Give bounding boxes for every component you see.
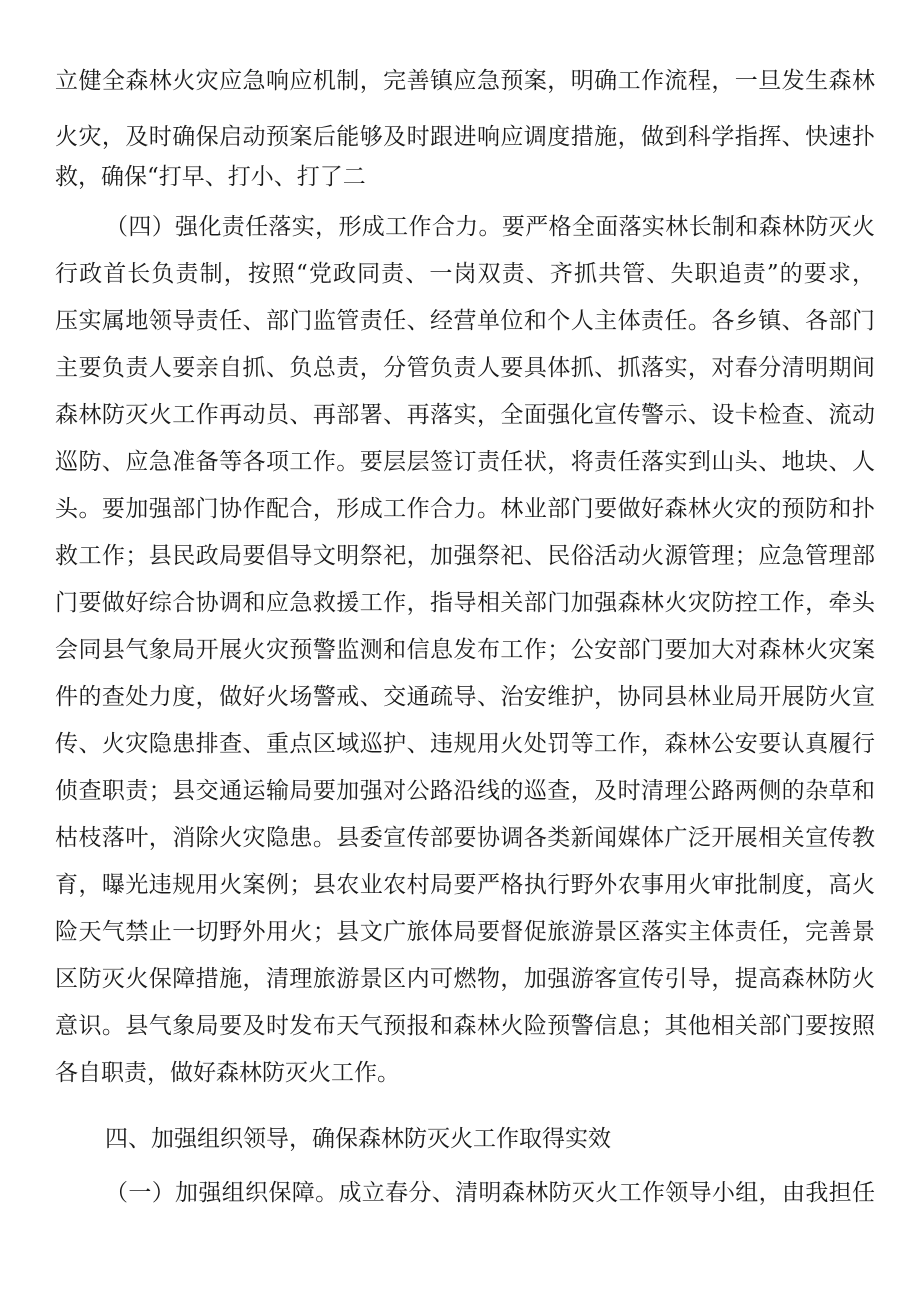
text-line: 压实属地领导责任、部门监管责任、经营单位和个人主体责任。各乡镇、各部门 xyxy=(55,308,875,334)
text-line: 森林防灭火工作再动员、再部署、再落实，全面强化宣传警示、设卡检查、流动 xyxy=(55,402,875,428)
text-line: 救，确保“打早、打小、打了二 xyxy=(55,164,366,190)
text-line: 火灾，及时确保启动预案后能够及时跟进响应调度措施，做到科学指挥、快速扑 xyxy=(55,124,875,150)
text-line: 意识。县气象局要及时发布天气预报和森林火险预警信息；其他相关部门要按照 xyxy=(55,1013,875,1039)
text-line: 立健全森林火灾应急响应机制，完善镇应急预案，明确工作流程，一旦发生森林 xyxy=(55,68,875,94)
paragraph-start-line: （一）加强组织保障。成立春分、清明森林防灭火工作领导小组，由我担任 xyxy=(105,1180,875,1206)
text-line: 会同县气象局开展火灾预警监测和信息发布工作；公安部门要加大对森林火灾案 xyxy=(55,637,875,663)
text-line: 枯枝落叶，消除火灾隐患。县委宣传部要协调各类新闻媒体广泛开展相关宣传教 xyxy=(55,825,875,851)
paragraph-start-line: （四）强化责任落实，形成工作合力。要严格全面落实林长制和森林防灭火 xyxy=(105,214,875,240)
text-line: 险天气禁止一切野外用火；县文广旅体局要督促旅游景区落实主体责任，完善景 xyxy=(55,919,875,945)
text-line: 侦查职责；县交通运输局要加强对公路沿线的巡查，及时清理公路两侧的杂草和 xyxy=(55,778,875,804)
text-line: 传、火灾隐患排查、重点区域巡护、违规用火处罚等工作，森林公安要认真履行 xyxy=(55,731,875,757)
text-line: 门要做好综合协调和应急救援工作，指导相关部门加强森林火灾防控工作，牵头 xyxy=(55,590,875,616)
text-line: 主要负责人要亲自抓、负总责，分管负责人要具体抓、抓落实，对春分清明期间 xyxy=(55,355,875,381)
text-line: 头。要加强部门协作配合，形成工作合力。林业部门要做好森林火灾的预防和扑 xyxy=(55,496,875,522)
text-line: 件的查处力度，做好火场警戒、交通疏导、治安维护，协同县林业局开展防火宣 xyxy=(55,684,875,710)
text-line: 育，曝光违规用火案例；县农业农村局要严格执行野外农事用火审批制度，高火 xyxy=(55,872,875,898)
section-heading: 四、加强组织领导，确保森林防灭火工作取得实效 xyxy=(105,1126,611,1152)
text-line: 行政首长负责制，按照“党政同责、一岗双责、齐抓共管、失职追责”的要求， xyxy=(55,261,875,287)
text-line: 救工作；县民政局要倡导文明祭祀，加强祭祀、民俗活动火源管理；应急管理部 xyxy=(55,543,875,569)
text-line: 巡防、应急准备等各项工作。要层层签订责任状，将责任落实到山头、地块、人 xyxy=(55,449,875,475)
text-line: 区防灭火保障措施，清理旅游景区内可燃物，加强游客宣传引导，提高森林防火 xyxy=(55,966,875,992)
text-line: 各自职责，做好森林防灭火工作。 xyxy=(55,1060,400,1086)
